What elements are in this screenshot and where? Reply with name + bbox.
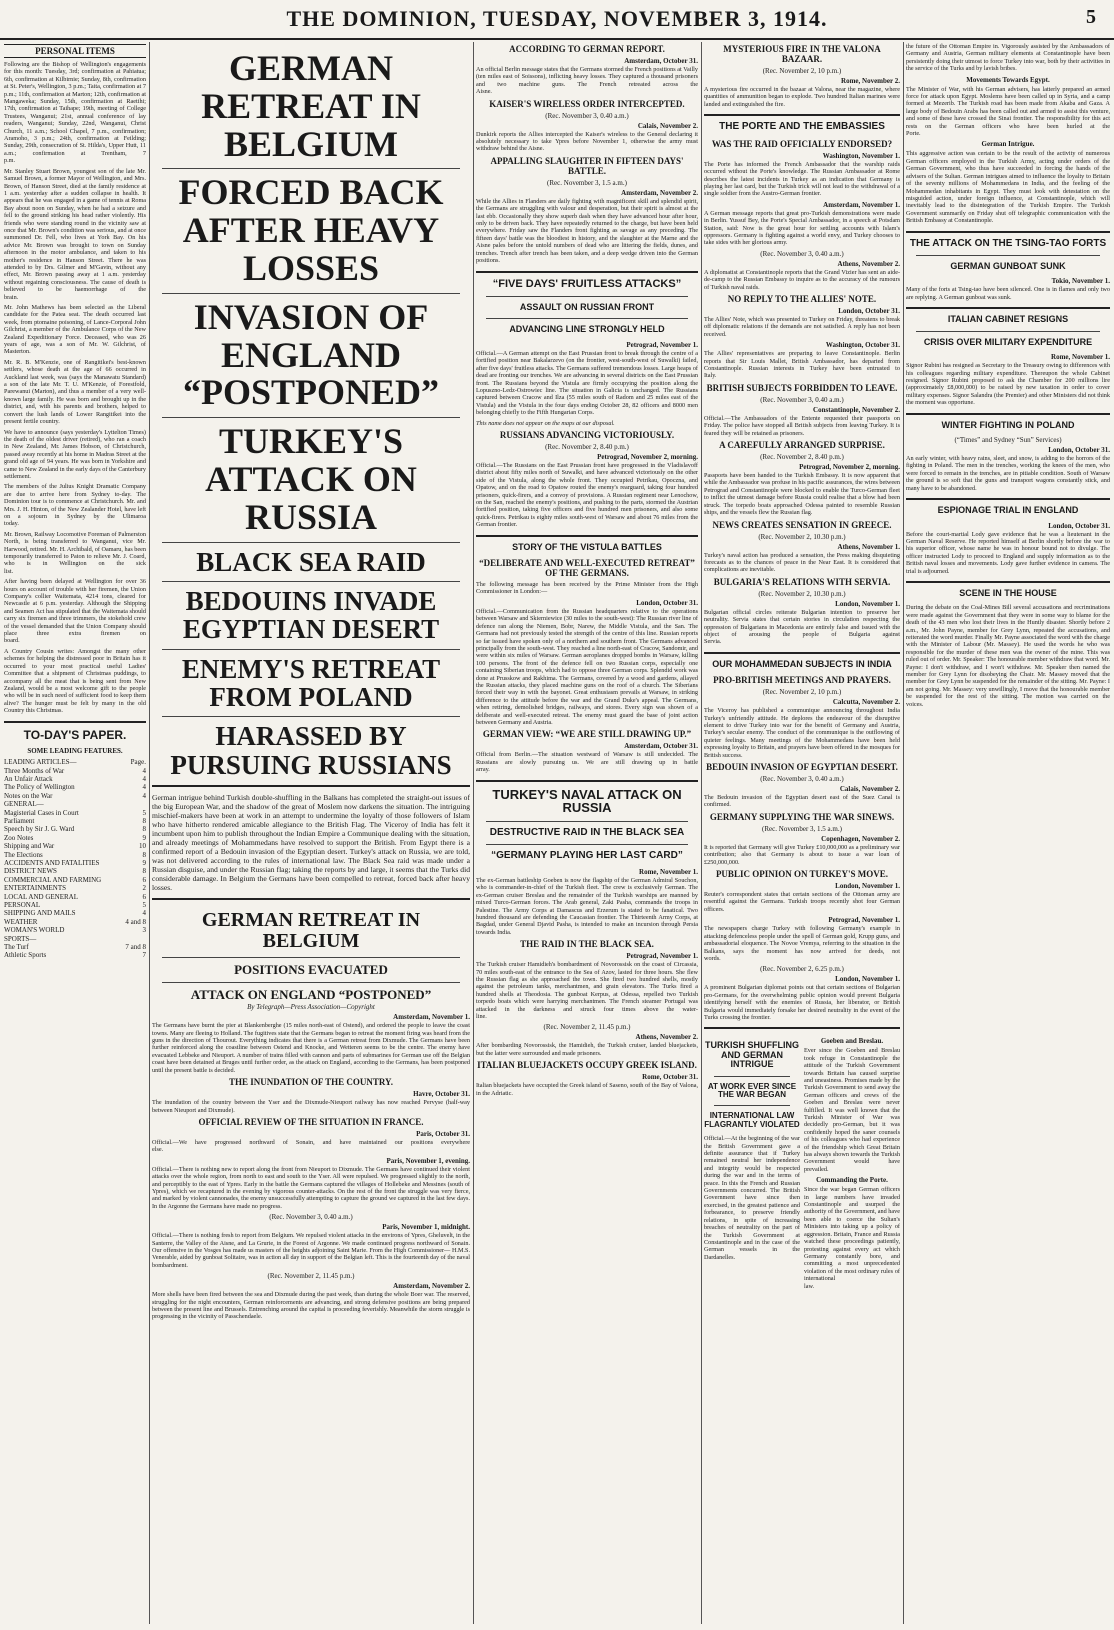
section-title: GERMANY SUPPLYING THE WAR SINEWS.	[709, 811, 895, 822]
received-line: (Rec. November 2, 8.40 p.m.)	[545, 442, 629, 451]
index-label: PERSONAL	[4, 901, 41, 910]
index-page: 8	[142, 850, 146, 859]
subhead-international-law: INTERNATIONAL LAW FLAGRANTLY VIOLATED	[704, 1111, 800, 1129]
index-header-right: Page.	[130, 758, 146, 767]
divider	[476, 780, 698, 782]
section-title: OFFICIAL REVIEW OF THE SITUATION IN FRANCE.	[198, 1116, 424, 1127]
dateline: Petrograd, November 1.	[828, 916, 900, 925]
index-page: 2	[142, 884, 146, 893]
article-text: The Minister of War, with his German advisers, has latterly prepared an armed force for attack upon Egypt. Moslems have been called up in Syria, and a camp formed at Mezerib. The Turkish road has been made from Akaba and Gaza. A large body of Bedouin Arabs has been called out and armed to assist this venture, and some of these have crossed the Sinai frontier. The responsibility for this act rests on the German officers who have been hurled at the Porte.	[906, 85, 1110, 138]
divider	[714, 1105, 790, 1106]
index-label: Speech by Sir J. G. Ward	[4, 825, 75, 834]
divider	[714, 1076, 790, 1077]
column-main-news	[152, 42, 470, 1624]
divider	[162, 542, 460, 543]
headline-vistula: STORY OF THE VISTULA BATTLES	[512, 541, 662, 552]
dateline: Amsterdam, November 1.	[393, 1013, 470, 1022]
dateline: London, November 1.	[835, 882, 900, 891]
headline-enemys-retreat: ENEMY'S RETREAT FROM POLAND	[181, 653, 441, 712]
divider	[486, 296, 688, 297]
index-row	[4, 800, 146, 808]
article-text: A mysterious fire occurred in the bazaar at Valona, near the magazine, where quantities of ammunition began to explode. Two hundred Italian marines were landed and extinguished the fire.	[704, 86, 900, 108]
article-text: Dunkirk reports the Allies intercepted the Kaiser's wireless to the General declaring it absolutely necessary to take Ypres before November 1, otherwise the army must withdraw behind the Aisne.	[476, 130, 698, 153]
article-text: The newspapers charge Turkey with following Germany's example in attacking defenceless people under the spell of German gold, Krupp guns, and ambassadorial eloquence. The Novoe Vremya, referring to the situation in the Balkans, says the moment has now arrived for deeds, not words.	[704, 925, 900, 962]
index-row	[4, 817, 146, 825]
subhead-positions-evacuated: POSITIONS EVACUATED	[234, 961, 388, 977]
index-label: GENERAL—	[4, 800, 44, 809]
index-row	[4, 893, 146, 901]
received-line: (Rec. November 3, 0.40 a.m.)	[269, 1213, 353, 1222]
divider	[906, 581, 1110, 583]
subhead-last-card: “GERMANY PLAYING HER LAST CARD”	[491, 850, 683, 862]
section-title: GERMAN VIEW: “WE ARE STILL DRAWING UP.”	[482, 729, 692, 740]
index-row	[4, 926, 146, 934]
article-text: Bulgarian official circles reiterate Bulgarian intention to preserve her neutrality. Servia states that certain stories in circulation respecting the oppression of Bulgarians in Macedonia are entirely false and issued with the object of arousing the people of Bulgaria against Servia.	[704, 608, 900, 646]
subhead-assault: ASSAULT ON RUSSIAN FRONT	[519, 302, 655, 313]
article-text: Official.—The Russians on the East Prussian front have progressed in the Vladislavoff district about fifty miles north of Suwalki, and have advanced victoriously on the other side of the Vistula, along the whole front. They occupied Petrikau, Opoczna, and Opatow, and on the road to Opatow routed the enemy's rearguard, taking four hundred prisoners, quick-firers, and a convoy of provisions. A Russian regiment near Lenochow, on the San, reached the enemy's positions, and pushing to the parts, stormed the Austrian fortified position, taking five officers and five hundred men prisoners, and also some quick-firers. Petrikau is eighty miles south-west of Warsaw and about 76 miles from the German frontier.	[476, 461, 698, 529]
index-page: 7	[142, 951, 146, 960]
column-miscellaneous	[906, 42, 1110, 1624]
divider	[162, 168, 460, 169]
article-text: Official.—Communication from the Russian headquarters relative to the operations between Warsaw and Skierniewice (30 miles to the south-west): The Russian river line of defence ran along the Niemen, Bobr, Narew, the Middle Vistula, and the San. The Germans had not previously tested the strength of the centre of this line. Russian reports so far issued have spoken only of a northern and southern front. The Germans advanced principally from the south-west. They reached a line north-east of Cracow, Sandomir, and were within six miles of Warsaw. German aeroplanes dropped bombs in Warsaw, killing 100 persons. The front of the defence fell on two Russian corps, especially one containing Siberian troops, which had to oppose three German corps. Splendid work was done at Prusskow and Rakhima. The Germans, covered by a wood and gardens, allayed the Russian attacks, they placed machine guns on the roof of a church. The Siberians forced their way in with the bayonet. Great enthusiasm prevails at Warsaw, in striking difference to the attitude before the war and the Grand Duke's appeal. The Germans, when retiring, demolished bridges, railways, and stores. Every sign was shown of a deliberate and well-executed retreat. The enemy must guard the base of joint action between Germany and Austria.	[476, 607, 698, 726]
divider	[906, 307, 1110, 309]
dateline: Athens, November 2.	[635, 1033, 698, 1042]
received-line: (Rec. November 2, 8.40 p.m.)	[760, 453, 844, 462]
dateline: Rome, November 2.	[841, 77, 900, 85]
headline-black-sea-raid: BLACK SEA RAID	[196, 546, 426, 577]
subhead-advancing-line: ADVANCING LINE STRONGLY HELD	[509, 324, 665, 335]
index-header	[4, 758, 146, 766]
section-subhead: Goeben and Breslau.	[820, 1037, 884, 1046]
dateline: Calcutta, November 2.	[832, 698, 900, 707]
turkish-shuffling-left	[704, 1035, 800, 1293]
index-label: WEATHER	[4, 917, 38, 926]
divider	[476, 271, 698, 273]
article-text: More shells have been fired between the sea and Dixmude during the past week, than during the whole Boer war. The reserved, struggling for the night encounters, German reinforcements are advancing, and strong defensive positions are being prepared between the present line and Brussels. Entrenching around the capital is proceeding feverishly. Meanwhile the storm struggle is progressing in the vicinity of Passchendaele.	[152, 1291, 470, 1321]
dateline: Petrograd, November 1.	[626, 952, 698, 961]
article-text: Official.—A German attempt on the East Prussian front to break through the centre of a fortified position near Bakalarzevo (on the frontier, west-south-west of Suwalki) failed, after five days' fruitless attacks. The Germans suffered tremendous losses. Large heaps of dead are fronting our trenches. We are advancing in several districts on the East Prussian front. The Russians beyond the Vistula are firmly occupying the position along the Lopuszno-Ledz-Ostrowiec line. The situation in Galicia is unchanged. The Russians captured between Cracow and Ilza (55 miles south of Radom and 25 miles east of the Vistula) and the Vistula in the four days ending October 28, 82 officers and 8000 men belonging chiefly to the Fifth Hungarian Corps.	[476, 349, 698, 417]
divider	[906, 413, 1110, 415]
dateline: Paris, October 31.	[416, 1129, 470, 1138]
divider	[162, 957, 460, 958]
headline-harassed: HARASSED BY PURSUING RUSSIANS	[170, 721, 452, 780]
article-text: the future of the Ottoman Empire in. Vigorously assisted by the Ambassadors of Germany and Austria, German military elements at Constantinople have been persistently doing their utmost to force Turkey into war, both by their activities in the service of the Turks and by lavish bribes.	[906, 43, 1110, 73]
received-line: (Rec. November 3, 0.40 a.m.)	[760, 395, 844, 404]
index-row	[4, 884, 146, 892]
index-row	[4, 909, 146, 917]
contents-index	[4, 758, 146, 960]
section-subhead: Commanding the Porte.	[816, 1176, 888, 1185]
article-text: Official.—We have progressed northward of Sonain, and have maintained our positions everywhere else.	[152, 1138, 470, 1154]
received-line: (Rec. November 2, 10 p.m.)	[762, 67, 842, 75]
article-text: While the Allies in Flanders are daily fighting with magnificent skill and splendid spirit, the Germans are struggling with valour and desperation, but their spirit is almost at the last ebb. Occasionally they show superb dash when they have advanced hour after hour, only to be driven back. They have repeatedly returned to the charge, but have been held everywhere. Friday saw the Flanders front fighting as savage as any preceding. The fifteen days' battle was the bloodiest in history, and the slaughter at the Marne and the Aisne pales before the untold numbers of dead who are littering the fields, dunes, and trenches. Trench after trench has been taken, and a deep wedge driven into the German positions.	[476, 197, 698, 265]
dateline: London, October 31.	[636, 598, 698, 607]
dateline: Calais, November 2.	[839, 785, 900, 794]
article-text: A prominent Bulgarian diplomat points out that certain sections of Bulgarian pro-Germans, for the overwhelming public opinion would prevent Bulgaria identifying herself with the enemies of Russia, her liberator, or British Bulgaria would immediately forsake her desired neutrality in the event of the Turks crossing the frontier.	[704, 984, 900, 1021]
received-line: (Rec. November 2, 10 p.m.)	[762, 688, 842, 697]
dateline: Tokio, November 1.	[1051, 277, 1110, 286]
index-label: ACCIDENTS AND FATALITIES	[4, 859, 100, 867]
index-row	[4, 876, 146, 884]
divider	[704, 1027, 900, 1029]
divider	[916, 331, 1100, 332]
index-row	[4, 867, 146, 875]
article-text: The members of the Julius Knight Dramatic Company are due to arrive here from Sydney to-day. The Dominion tour is to commence at Christchurch. Mr. and Mrs. J. H. Hinton, of the New Zealander Hotel, have left on a sojourn in Sydney by the Ulimaroa today.	[4, 483, 146, 528]
index-row	[4, 775, 146, 783]
index-page: 6	[142, 892, 146, 901]
dateline: Petrograd, November 2, morning.	[597, 452, 698, 461]
divider	[162, 716, 460, 717]
received-line: (Rec. November 2, 10.30 p.m.)	[758, 532, 846, 541]
subhead-deliberate-retreat: “DELIBERATE AND WELL-EXECUTED RETREAT” OF THE GERMANS.	[479, 558, 695, 579]
index-row	[4, 951, 146, 959]
received-line: (Rec. November 3, 0.40 a.m.)	[760, 249, 844, 258]
footnote: This name does not appear on the maps at our disposal.	[476, 419, 615, 427]
article-text: Many of the forts at Tsing-tao have been silenced. One is in flames and only two are replying. A German gunboat was sunk.	[906, 286, 1110, 301]
received-line: (Rec. November 2, 11.45 p.m.)	[543, 1023, 631, 1032]
index-page: 7 and 8	[125, 943, 146, 952]
index-page: 4 and 8	[125, 917, 146, 926]
index-label: COMMERCIAL AND FARMING	[4, 875, 102, 884]
section-title: ACCORDING TO GERMAN REPORT.	[509, 44, 665, 54]
column-war-reports	[476, 42, 698, 1624]
index-row	[4, 767, 146, 775]
article-text: It is reported that Germany will give Turkey £10,000,000 as a preliminary war contribution; also that Germany is about to issue a war loan of £250,000,000.	[704, 843, 900, 866]
article-text: After having been delayed at Wellington for over 36 hours on account of trouble with her firemen, the Union Company's collier Waitemata, 4214 tons, cleared for Newcastle at 6 p.m. yesterday. Although the Shipping and Seamen Act has stipulated that the Waitemata should carry six firemen and three trimmers, the stokehold crew of the vessel demanded that the Union Company should place three extra firemen on board.	[4, 578, 146, 645]
section-title: BRITISH SUBJECTS FORBIDDEN TO LEAVE.	[706, 382, 898, 393]
dateline: Havre, October 31.	[413, 1090, 470, 1099]
article-text: Mr. Stanley Stuart Brown, youngest son of the late Mr. Samuel Brown, a former Mayor of Wellington, and Mrs. Brown, of Hanson Street, died at the family residence at 1 a.m. yesterday after a sudden collapse in health. It appears that he was engaged in a game of tennis at Roma Bay about noon on Sunday, when he had a seizure and fell to the ground striking his head rather violently. His friends who were standing round in the vicinity saw at once that Mr. Brown's condition was serious, and at once summoned Dr. Fell, who lives at York Bay. On his advice Mr. Brown was brought to town on Sunday afternoon in the motor ambulance, and taken to his mother's residence in Hanson Street. There he was attended to by Drs. Gilmer and M'Gavin, without any effect, Mr. Brown passing away at 1 a.m. yesterday without regaining consciousness. The cause of death is believed to be haemorrhage of the brain.	[4, 167, 146, 301]
index-label: The Elections	[4, 850, 43, 859]
article-text: Italian bluejackets have occupied the Greek island of Saseno, south of the Bay of Valona, in the Adriatic.	[476, 1082, 698, 1097]
article-text: We have to announce (says yesterday's Lyttelton Times) the death of the oldest driver (retired), who ran a coach in New Zealand, Mr. James Hobson, of Christchurch, passed away recently at his home in Madras Street at the grand old age of 94 years. He was born in Yorkshire and came to New Zealand in the early days of the Canterbury settlement.	[4, 428, 146, 480]
headline-bedouins: BEDOUINS INVADE EGYPTIAN DESERT	[182, 585, 440, 645]
dateline: Amsterdam, October 31.	[624, 57, 698, 65]
subhead-german-retreat: GERMAN RETREAT IN BELGIUM	[201, 908, 421, 952]
index-page: 4	[142, 774, 146, 783]
index-page: 9	[142, 859, 146, 867]
received-line: (Rec. November 3, 1.5 a.m.)	[762, 824, 842, 833]
turkish-shuffling-block	[704, 1035, 900, 1293]
article-text: Official.—At the beginning of the war the British Government gave a definite assurance that if Turkey remained neutral her independence and integrity would be respected during the war and in the terms of peace. In this the French and Russian Governments concurred. The British Government have since then exercised, in the greatest patience and forbearance, to preserve friendly relations, in spite of increasing breaches of neutrality on the part of the Turkish Government at Constantinople and in the case of the German vessels in the Dardanelles.	[704, 1135, 800, 1261]
divider	[162, 581, 460, 582]
dateline: Petrograd, November 2, morning.	[799, 463, 900, 472]
divider	[162, 982, 460, 983]
divider	[4, 721, 146, 723]
section-title: ITALIAN BLUEJACKETS OCCUPY GREEK ISLAND.	[477, 1060, 697, 1071]
divider	[162, 293, 460, 294]
index-label: Parliament	[4, 816, 35, 825]
dateline: Amsterdam, October 31.	[624, 742, 698, 751]
dateline: Rome, November 1.	[639, 867, 698, 876]
section-title: A CAREFULLY ARRANGED SURPRISE.	[719, 440, 885, 451]
section-title: BEDOUIN INVASION OF EGYPTIAN DESERT.	[706, 762, 898, 773]
headline-turkeys-naval-attack: TURKEY'S NAVAL ATTACK ON RUSSIA	[492, 786, 682, 816]
index-row	[4, 901, 146, 909]
article-text: Official.—The Ambassadors of the Entente requested their passports on Friday. The police have stopped all British subjects from leaving Turkey. It is feared they will be retained as prisoners.	[704, 414, 900, 437]
index-row	[4, 851, 146, 859]
headline-forced-back: FORCED BACK AFTER HEAVY LOSSES	[178, 172, 444, 288]
dateline: Rome, November 1.	[1051, 353, 1110, 362]
article-text: The Turkish cruiser Hamidieh's bombardment of Novorossisk on the coast of Circassia, 70 miles south-east of the entrance to the Sea of Azov, lasted for three hours. She flew the Russian flag as she approached the town. She fired two hundred shells, mostly against the petroleum tanks, merchantmen, and grain elevators. The Turks fired a hundred shells at Theodosia. The gunboat Kerpus, at Odessa, repelled two Turkish torpedo boats which were harrying merchantmen. The French steamer Portugal was attacked in the darkness and struck four times above the water-line.	[476, 961, 698, 1020]
headline-german-retreat: GERMAN RETREAT IN BELGIUM	[201, 48, 421, 164]
index-row	[4, 809, 146, 817]
headline-turkish-shuffling: TURKISH SHUFFLING AND GERMAN INTRIGUE	[705, 1040, 799, 1070]
index-rows	[4, 767, 146, 960]
column-rule	[903, 42, 904, 1624]
index-row	[4, 918, 146, 926]
article-text: Reuter's correspondent states that certain sections of the Ottoman army are resentful against the Germans. Turkish troops recently shot four German officers.	[704, 891, 900, 913]
index-label: The Turf	[4, 943, 29, 952]
article-text: Signor Rubini has resigned as Secretary to the Treasury owing to differences with his colleagues regarding military expenditure. Thereupon the whole Cabinet resigned. Signor Rubini proposed to ask the Chamber for 200 millions lire (approximately £8,000,000) to be raised by new taxation in order to cover military expenses. Signor Salandra (the Premier) and other Ministers did not think the moment was opportune.	[906, 362, 1110, 407]
received-line: (Rec. November 2, 11.45 p.m.)	[267, 1272, 355, 1281]
section-title: THE INUNDATION OF THE COUNTRY.	[229, 1077, 393, 1088]
headline-porte-embassies: THE PORTE AND THE EMBASSIES	[719, 121, 885, 133]
received-line: (Rec. November 3, 0.40 a.m.)	[760, 775, 844, 784]
index-page: 10	[139, 842, 146, 851]
article-text: Ever since the Goeben and Breslau took refuge in Constantinople the attitude of the Turkish Government towards Britain has caused surprise and uneasiness. Promises made by the Turkish Government to send away the German officers and crews of the Goeben and Breslau were never fulfilled. It was well known that the Turkish Minister of War was decidedly pro-German, but it was confidently hoped the saner counsels of his colleagues who had experience of the friendship which Great Britain has always shown towards the Turkish Government would have prevailed.	[804, 1047, 900, 1173]
subhead-pro-british: PRO-BRITISH MEETINGS AND PRAYERS.	[713, 675, 891, 686]
dateline: Amsterdam, November 2.	[393, 1282, 470, 1291]
article-text: Official.—There is nothing new to report along the front from Nieuport to Dixmude. The Germans have continued their violent attacks over the whole region, from north to east and south to the Yser. All were repulsed. We progressed slightly to the north, and perceptibly to the east of Ypres. Early in the battle the Germans captured the villages of Hollebeke and Messines (south of Ypres), which we recaptured in the evening by vigorous counter-attacks. On the rest of the front the struggle was very fierce, and marked by violent cannonades, the enemy unsuccessfully attempting to capture the ground we captured in the last few days. In the Argonne the Germans have made no progress.	[152, 1165, 470, 1210]
index-page: 8	[142, 867, 146, 876]
headline-turkeys-attack: TURKEY'S ATTACK ON RUSSIA	[205, 421, 417, 537]
index-label: Magisterial Cases in Court	[4, 808, 79, 817]
article-text: The Porte has informed the French Ambassador that the warship raids occurred without the Porte's knowledge. The Russian Ambassador at Rome describes the latest incidents in Turkey as an indication that Germany is playing her last card, but the Turkish trick will not lead to the withdrawal of a single soldier from the Austro-German frontier.	[704, 160, 900, 198]
dateline: Amsterdam, November 2.	[621, 188, 698, 197]
index-page: 8	[142, 825, 146, 834]
index-label: SHIPPING AND MAILS	[4, 909, 76, 918]
section-title: MYSTERIOUS FIRE IN THE VALONA BAZAAR.	[723, 44, 881, 64]
article-text: A Country Cousin writes: Amongst the many other schemes for helping the distressed poor in Britain has it occurred to your most practical useful Ladies' Committee that a shipment of Christmas puddings, to accompany all the meat that is being sent from New Zealand, would be a most welcome gift to the people who will be in such need of sufficient food to keep them alive? The hunger must be felt by many in the old Country this Christmas.	[4, 647, 146, 715]
article-text: The Allies' Note, which was presented to Turkey on Friday, threatens to break off diplomatic relations if the demands are not satisfied. A reply has not been received.	[704, 316, 900, 338]
index-page: 9	[142, 833, 146, 842]
headline-espionage-trial: ESPIONAGE TRIAL IN ENGLAND	[937, 505, 1079, 516]
divider	[486, 821, 688, 822]
section-title: PUBLIC OPINION ON TURKEY'S MOVE.	[715, 869, 889, 880]
index-label: DISTRICT NEWS	[4, 867, 57, 876]
byline: By Telegraph—Press Association—Copyright	[247, 1003, 375, 1012]
article-text: An official Berlin message states that the Germans stormed the French positions at Vailly (ten miles east of Soissons), inflicting heavy losses. They captured a thousand prisoners and two machine guns. The French retreated across the Aisne.	[476, 66, 698, 96]
divider	[486, 318, 688, 319]
index-label: WOMAN'S WORLD	[4, 926, 65, 935]
todays-paper-title: TO-DAY'S PAPER.	[23, 727, 127, 742]
index-page: 4	[142, 791, 146, 800]
index-label: Zoo Notes	[4, 833, 34, 842]
index-page: 4	[142, 783, 146, 792]
section-title: BULGARIA'S RELATIONS WITH SERVIA.	[713, 576, 891, 587]
article-text: During the debate on the Coal-Mines Bill several accusations and recriminations were made against the Government that they were in some way to blame for the death of the 43 men who lost their lives in the Huntly disaster. Shortly before 2 a.m., Mr. John Payne, member for Grey Lynn, repeated the accusations, and reiterated the word murder. Finally Mr. Payne associated the word with the charge with the Minister of Labour (Mr. Massey). He used the words he who was responsible for the murder of these men was the owner of the mine. This was ruled out of order. Mr. Speaker: The honourable member withdraw that word. Mr. Payne: I don't withdraw, and I won't withdraw. Mr. Speaker then named the member for Grey Lynn for disobeying the Chair. Mr. Massey moved that the member for Grey Lynn be suspended for the remainder of the sitting. Mr. Payne: I am not going. Mr. Massey: very unwillingly, I move that the honourable member be suspended for the rest of the sitting. The motion was carried on the voices.	[906, 604, 1110, 708]
divider	[486, 844, 688, 845]
divider	[704, 114, 900, 116]
divider	[906, 498, 1110, 500]
section-title: NO REPLY TO THE ALLIES' NOTE.	[727, 294, 877, 304]
article-text: Mr. R. B. M'Kenzie, one of Rangitikei's best-known settlers, whose death at the age of 66 occurred in Auckland last week, was (says the Manawatu Standard) a son of the late Mr. T. U. M'Kenzie, of Forestfold, Parewanui (Marton), and thus a member of a very well-known large family. He was born and brought up in the district, and, with his parents and brothers, helped to convert the lush lands of Lower Rangitikei into the present fertile country.	[4, 358, 146, 426]
column-turkey	[704, 42, 900, 1624]
index-row	[4, 783, 146, 791]
section-subhead: Movements Towards Egypt.	[966, 75, 1050, 84]
section-title: KAISER'S WIRELESS ORDER INTERCEPTED.	[489, 98, 685, 109]
dateline: London, October 31.	[838, 307, 900, 315]
index-row	[4, 935, 146, 943]
dateline: Athens, November 1.	[837, 542, 900, 551]
article-text: The Bedouin invasion of the Egyptian desert east of the Suez Canal is confirmed.	[704, 794, 900, 809]
article-text: The ex-German battleship Goeben is now the flagship of the German Admiral Souchon, who is commander-in-chief of the Turkish fleet. The crew is exclusively German. The ex-German cruiser Breslau and the remainder of the Turkish warships are manned by mixed Turco-German forces. The Arab general, Zaki Pasha, commands the troops in Palestine. The Army Corps at Damascus and Erzerum is stated to be fanatical. Two hundred thousand are defending the Caucasian frontier. The Thirteenth Army Corps, at Bagdad, under General Djavid Pasha, is intended to make an incursion through Persia towards India.	[476, 876, 698, 936]
index-label: ENTERTAINMENTS	[4, 884, 67, 893]
subhead-destructive-raid: DESTRUCTIVE RAID IN THE BLACK SEA	[489, 826, 685, 838]
index-label: Shipping and War	[4, 842, 55, 851]
index-label: Three Months of War	[4, 766, 65, 775]
subhead-attack-postponed: ATTACK ON ENGLAND “POSTPONED”	[190, 986, 432, 1002]
index-row	[4, 825, 146, 833]
headline-invasion-postponed: INVASION OF ENGLAND “POSTPONED”	[182, 296, 440, 413]
dateline: Washington, November 1.	[822, 151, 900, 160]
index-label: The Policy of Wellington	[4, 783, 75, 792]
index-page: 5	[142, 901, 146, 910]
article-text: Turkey's naval action has produced a sensation, the Press making disquieting forecasts as to the chances of peace in the Near East. It is considered that complications are inevitable.	[704, 551, 900, 574]
page-number: 5	[1086, 6, 1096, 28]
lead-article: German intrigue behind Turkish double-shuffling in the Balkans has completed the straight-out issues of the big European War, and the shadow of the great of Moslem now darkens the situation. The intriguing mischief-makers have been at work in an attempt to undermine the loyalty of those followers of Islam who have hitherto rendered amicable allegiance to the British Flag. The Viceroy of India has felt it incumbent upon him to publish throughout the Indian Empire a Communique dealing with the situation, and already meetings of Mohammedans have resolved to support the British. From Egypt there is a confirmed report of a Bedouin invasion of the Egyptian desert. Turkey's attack on Russia, we are told, was not delivered according to the rules of international law. The Black Sea raid was made under a Russian disguise, and under the Russian flag; taking the reports by and large, it seems that the Turks did considerable damage. In Belgium the Germans have been compelled to retreat, forced back after heavy losses.	[152, 792, 470, 892]
section-title: APPALLING SLAUGHTER IN FIFTEEN DAYS' BATTLE.	[490, 155, 684, 176]
section-title: THE RAID IN THE BLACK SEA.	[520, 939, 654, 950]
article-text: Passports have been handed to the Turkish Embassy. It is now apparent that while the Ambassador was profuse in his pacific assurances, the wires between Petrograd and Constantinople were blocked to enable the Turco-German fleet to inflict the utmost damage before Russia could realise that a blow had been struck. The torpedo boats approached Odessa painted to resemble Russian ships, and the vessels flew the Russian flag.	[704, 472, 900, 517]
index-row	[4, 842, 146, 850]
article-text: The inundation of the country between the Yser and the Dixmude-Nieuport railway has now reached Pervyse (half-way between Nieuport and Dixmude).	[152, 1099, 470, 1114]
column-rule	[149, 42, 150, 1624]
article-text: An early winter, with heavy rains, sleet, and snow, is adding to the horrors of the fighting in Poland. The men in the trenches, working the knees of the men, who were forced to remain in the trenches, are in pitiable condition. South of Warsaw the ground is so soft that the guns and transport wagons constantly stick, and many have to be abandoned.	[906, 455, 1110, 492]
dateline: Petrograd, November 1.	[626, 340, 698, 349]
section-title: NEWS CREATES SENSATION IN GREECE.	[712, 519, 892, 530]
index-page: 8	[142, 816, 146, 825]
article-text: A diplomatist at Constantinople reports that the Grand Vizier has sent an aide-de-camp to the Russian Embassy to inquire as to the accuracy of the rumours of Turkish naval raids.	[704, 268, 900, 291]
dateline: Athens, November 2.	[837, 259, 900, 268]
article-text: The following message has been received by the Prime Minister from the High Commissioner in London:—	[476, 581, 698, 596]
article-text: Official from Berlin.—The situation westward of Warsaw is still undecided. The Russians are slowly pursuing us. We are still drawing up in battle array.	[476, 751, 698, 774]
index-label: SPORTS—	[4, 934, 37, 943]
article-text: Mr. Brown, Railway Locomotive Foreman of Palmerston North, is being transferred to Wanganui, vice Mr. Harwood, retired. Mr. H. Archibald, of Oamaru, has been temporarily transferred to Paton to relieve Mr. J. Coard, who is in Wellington on the sick list.	[4, 530, 146, 575]
divider	[476, 535, 698, 537]
masthead	[0, 0, 1114, 40]
article-text: Since the war began German officers in large numbers have invaded Constantinople and usurped the authority of the Government, and have been able to coerce the Sultan's Ministers into taking up a policy of aggression. Britain, France and Russia watched these proceedings patiently, protesting against every act which Germany constantly bore, and committing a most unprecedented violation of the most ordinary rules of international law.	[804, 1186, 900, 1290]
divider	[916, 255, 1100, 256]
headline-winter-fighting: WINTER FIGHTING IN POLAND	[941, 419, 1075, 430]
subhead-at-work: AT WORK EVER SINCE THE WAR BEGAN	[707, 1081, 797, 1100]
dateline: Copenhagen, November 2.	[821, 834, 900, 843]
headline-mohammedan-subjects: OUR MOHAMMEDAN SUBJECTS IN INDIA	[712, 658, 892, 669]
headline-scene-in-house: SCENE IN THE HOUSE	[959, 587, 1057, 598]
index-label: An Unfair Attack	[4, 774, 53, 783]
dateline: London, November 1.	[835, 975, 900, 984]
index-page: 5	[142, 808, 146, 817]
section-title: RUSSIANS ADVANCING VICTORIOUSLY.	[499, 429, 675, 440]
divider	[906, 231, 1110, 233]
article-text: Mr. John Mathews has been selected as the Liberal candidate for the Patea seat. The death occurred last week, from ptomaine poisoning, of Lance-Corporal John Gilchrist, a member of the Ambulance Corps of the New Zealand Expeditionary Force. Deceased, who was 26 years of age, was a son of Mr. W. Gilchrist, of Masterton.	[4, 304, 146, 356]
index-header-left: LEADING ARTICLES—	[4, 758, 77, 767]
article-text: Following are the Bishop of Wellington's engagements for this month: Tuesday, 3rd; confirmation at Pahiatua; 6th, confirmation at Kilbirnie; Sunday, 8th, confirmation at St. Peter's, Wellington, 3 p.m.; Taita, confirmation at 7 p.m.; 11th, confirmation at Marton; 12th, confirmation at Mangaweka; Sunday, 15th, confirmation at Raetihi; 17th, confirmation at Taihape; 19th, meeting of College Trustees, Wanganui; 21st, annual conference of lay readers, Wanganui; Sunday, 22nd, Wanganui, Christ Church, 11 a.m.; School Chapel, 7 p.m., confirmation; Aramoho, 3 p.m.; 24th, confirmation at Feilding; Sunday, 29th, consecration of St. Hilda's, Upper Hutt, 11 a.m.; confirmation at Trentham, 7 p.m.	[4, 61, 146, 165]
index-label: LOCAL AND GENERAL	[4, 892, 79, 901]
column-rule	[701, 42, 702, 1624]
divider	[152, 785, 470, 787]
subhead-military-expenditure: CRISIS OVER MILITARY EXPENDITURE	[923, 336, 1093, 347]
article-text: The Viceroy has published a communique announcing throughout India Turkey's unfriendly attitude. He deplores the endeavour of the disruptive element to drive Turkey into war for the benefit of Germany and Austria, Turkey's secular enemy. The conduct of the communique is the outflowing of quieter feelings. Many meetings of the Mohammedans have been held expressing loyalty to Britain, and prayers have been offered in the mosques for British success.	[704, 707, 900, 759]
dateline: Washington, October 31.	[825, 341, 900, 350]
dateline: London, November 1.	[835, 599, 900, 608]
index-row	[4, 792, 146, 800]
index-row	[4, 859, 146, 867]
article-text: The Allies' representatives are preparing to leave Constantinople. Berlin reports that Sir Louis Mallet, British Ambassador, has departed from Constantinople. Russian interests in Turkey have been entrusted to Italy.	[704, 350, 900, 380]
dateline: Paris, November 1, evening.	[386, 1156, 470, 1165]
dateline: Paris, November 1, midnight.	[382, 1223, 470, 1232]
dateline: London, October 31.	[1048, 521, 1110, 530]
index-row	[4, 834, 146, 842]
article-text: Before the court-martial Lody gave evidence that he was a lieutenant in the German Naval Reserve. He reported himself at Berlin shortly before the war to his superior officer, whose name he was in honour bound not to divulge. The officer instructed Lody to proceed to England and supply information as to the British naval losses and movements. Lody gave further evidence in camera. The trial is adjourned.	[906, 530, 1110, 575]
column-personal	[4, 42, 146, 1624]
headline-italian-cabinet: ITALIAN CABINET RESIGNS	[947, 314, 1069, 325]
index-page: 4	[142, 909, 146, 918]
index-row	[4, 943, 146, 951]
received-line: (Rec. November 3, 0.40 a.m.)	[545, 111, 629, 120]
article-text: Official.—There is nothing fresh to report from Belgium. We repulsed violent attacks in the environs of Ypres, Gheluvelt, in the Santerre, the Valley of the Aisne, and La Grurie, in the Forest of Argonne. We made continued progress northward of Sonain. Our offensive in the Vosges has made us masters of the heights adjoining Saint Marie. From the High Commissioner— H.M.S. Venerable, aided by gunboat Solitaire, was in action all day in support of the Belgian left. This is the fourteenth day of the naval bombardment.	[152, 1232, 470, 1269]
todays-paper-subtitle: SOME LEADING FEATURES.	[27, 747, 123, 756]
article-text: The Germans have burnt the pier at Blankenberghe (15 miles north-east of Ostend), and ordered the people to leave the coast towns. Many are fleeing to Holland. The fugitives state that the Germans began to retreat the moment firing was heard from the guns in the direction of Thourout. Everything indicates that there is a German retreat from Dixmude. The Germans have been further reinforced along the coastline between Ostend and Knocke, and Wetteren seems to be the centre. The enemy have evacuated Lebbeke and Nieuport. A number of trains filled with cannon and parts of submarines for German use off the Belgian coast have been detained at Bruges until further order, as the attack on England, according to the Germans, has been postponed until the present battle is decided.	[152, 1022, 470, 1074]
divider	[152, 898, 470, 900]
received-line: (Rec. November 2, 10.30 p.m.)	[758, 589, 846, 598]
index-label: Athletic Sports	[4, 951, 47, 960]
turkish-shuffling-right	[804, 1035, 900, 1293]
subhead-raid-endorsed: WAS THE RAID OFFICIALLY ENDORSED?	[711, 138, 893, 149]
index-page: 6	[142, 875, 146, 884]
article-text: After bombarding Novorossisk, the Hamidieh, the Turkish cruiser, landed bluejackets, but the latter were surrounded and made prisoners.	[476, 1042, 698, 1057]
article-text: A German message reports that great pro-Turkish demonstrations were made in Berlin. Yussuf Bey, the Porte's Special Ambassador, in a speech at Potsdam Station, said: Now is the great hour for settling accounts with Islam's oppressors. Germany is fighting against a world envy, and Turkey chooses to take sides with her glorious army.	[704, 209, 900, 247]
index-page: 4	[142, 766, 146, 775]
headline-five-days: “FIVE DAYS' FRUITLESS ATTACKS”	[492, 277, 682, 290]
divider	[162, 649, 460, 650]
dateline: Constantinople, November 2.	[813, 405, 900, 414]
article-text: This aggressive action was certain to be the result of the activity of numerous German officers employed in the Turkish Army, acting under orders of the German Government, who thus have succeeded in forcing the hands of the advisers of the Sultan. German intrigues aimed to influence the loyalty to Britain of the seventy millions of Mohammedans in India, and the feeling of the Mohammedan inhabitants in Egypt. They must look with detestation on the misguided action, under foreign influence, at Constantinople, which will inevitably lead to the disintegration of the Turkish Empire. The Turkish Government summarily on Friday shut off telegraphic communication with the British Embassy at Constantinople.	[906, 150, 1110, 225]
index-page: 3	[142, 926, 146, 935]
masthead-title: THE DOMINION, TUESDAY, NOVEMBER 3, 1914.	[286, 6, 828, 31]
personal-items-heading: PERSONAL ITEMS	[4, 44, 146, 58]
subhead-gunboat-sunk: GERMAN GUNBOAT SUNK	[950, 261, 1066, 272]
section-subhead: German Intrigue.	[981, 140, 1035, 149]
column-rule	[473, 42, 474, 1624]
headline-tsing-tao: THE ATTACK ON THE TSING-TAO FORTS	[909, 237, 1107, 249]
dateline: Calais, November 2.	[637, 121, 698, 130]
index-label: Notes on the War	[4, 791, 53, 800]
received-line: (Rec. November 2, 6.25 p.m.)	[760, 965, 844, 974]
services-line: (“Times” and Sydney “Sun” Services)	[954, 436, 1062, 445]
dateline: Rome, October 31.	[642, 1073, 698, 1082]
received-line: (Rec. November 3, 1.5 a.m.)	[547, 178, 627, 187]
divider	[162, 417, 460, 418]
dateline: London, October 31.	[1048, 446, 1110, 455]
dateline: Amsterdam, November 1.	[823, 200, 900, 209]
divider	[704, 652, 900, 654]
